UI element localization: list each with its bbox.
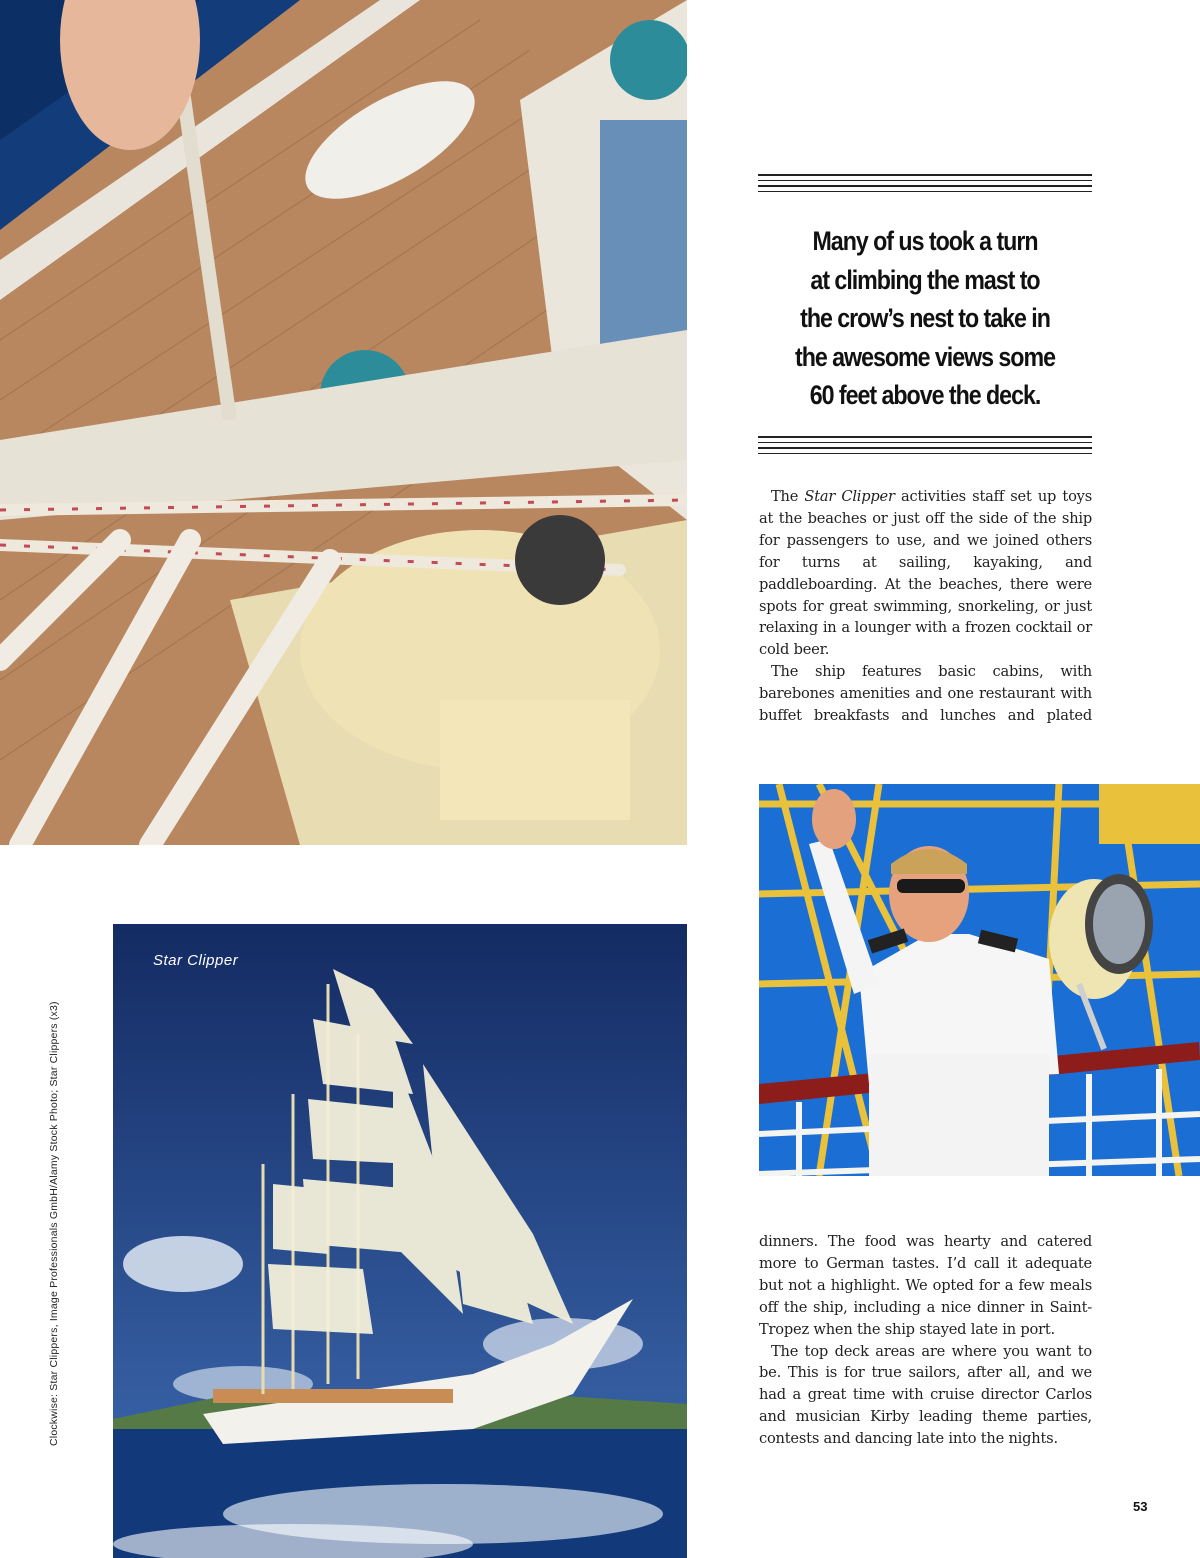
pullquote-bottom-rules: [758, 436, 1092, 462]
photo-credit: Clockwise: Star Clippers, Image Professionals GmbH/Alamy Stock Photo; Star Clippers (x3): [48, 1001, 60, 1446]
article-paragraph: The ship features basic cabins, with barebones amenities and one restaurant with buffet breakfasts and lunches and plated: [759, 663, 1092, 725]
article-paragraph: dinners. The food was hearty and catered more to German tastes. I’d call it adequate but not a highlight. We opted for a few meals off the ship, including a nice dinner in Saint-Tropez when the ship stayed late in port.: [759, 1233, 1092, 1338]
deck-from-mast-photo: [0, 0, 687, 845]
ship-name: Star Clipper: [804, 488, 895, 505]
article-text-lower: [759, 1231, 1092, 1450]
ship-photo-caption: Star Clipper: [153, 952, 239, 969]
pull-quote-line: at climbing the mast to: [810, 264, 1040, 295]
star-clipper-ship-photo: [113, 924, 687, 1558]
article-paragraph: The Star Clipper activities staff set up toys at the beaches or just off the side of the ship for passengers to use, and we joined others for turns at sailing, kayaking, and paddleboarding. At the beaches, there were spots for great swimming, snorkeling, or just relaxing in a lounger with a frozen cocktail or cold beer.: [759, 488, 1092, 659]
article-text-upper: [759, 486, 1092, 727]
pullquote-top-rules: [758, 174, 1092, 200]
page-number: 53: [1133, 1499, 1148, 1514]
pull-quote: [781, 222, 1068, 415]
pull-quote-line: the crow’s nest to take in: [800, 303, 1050, 333]
pull-quote-line: 60 feet above the deck.: [809, 380, 1041, 410]
captain-waving-photo: [759, 784, 1200, 1176]
article-paragraph: The top deck areas are where you want to be. This is for true sailors, after all, and we had a great time with cruise director Carlos and musician Kirby leading theme parties, contests and dancing late into the nights.: [759, 1342, 1092, 1448]
pull-quote-line: the awesome views some: [795, 341, 1055, 372]
pull-quote-line: Many of us took a turn: [812, 226, 1038, 256]
